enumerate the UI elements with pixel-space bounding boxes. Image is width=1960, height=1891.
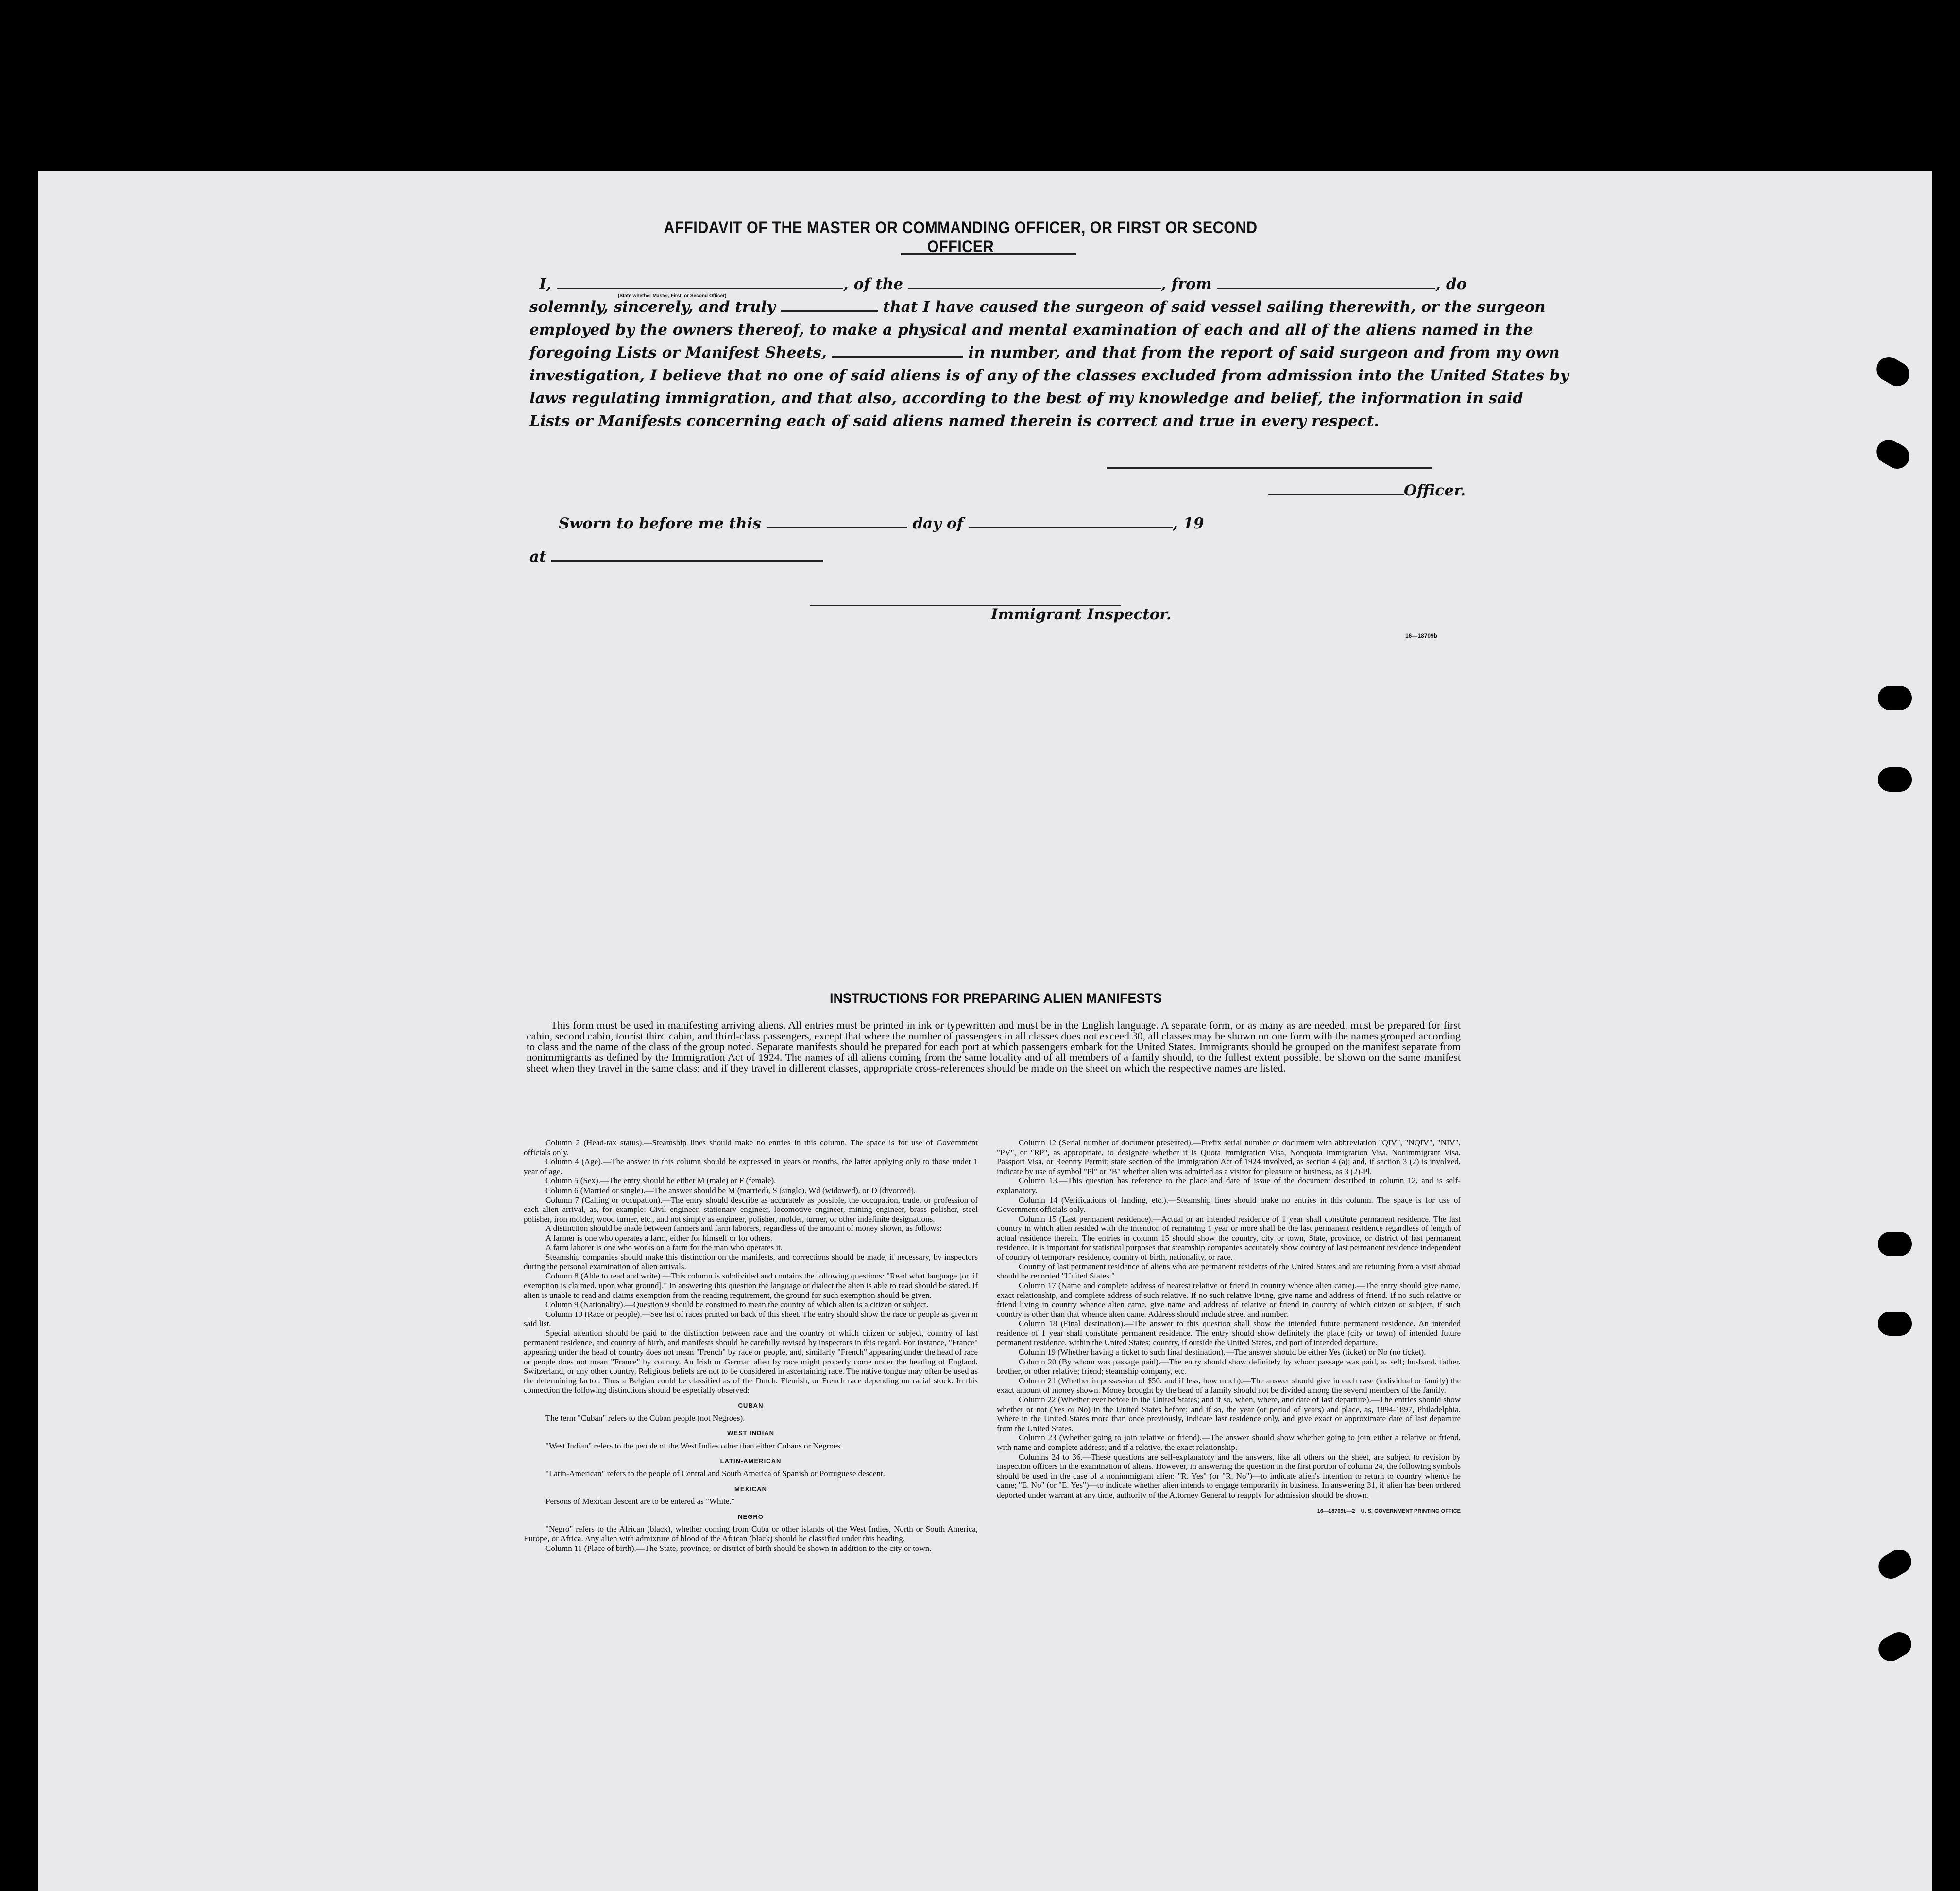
instruction-paragraph: Column 20 (By whom was passage paid).—The entry should show definitely by whom passage was paid, as self; husband, father, brother, or other relative; friend; steamship company, etc. (997, 1357, 1461, 1376)
punch-hole (1878, 1232, 1912, 1256)
instruction-paragraph: Column 21 (Whether in possession of $50, and if less, how much).—The answer should give in each case (individual or family) the exact amount of money shown. Money brought by the head of a family should not be divided among the several members of the family. (997, 1376, 1461, 1395)
instruction-paragraph: A farmer is one who operates a farm, either for himself or for others. (545, 1233, 772, 1243)
instruction-paragraph: A farm laborer is one who works on a farm for the man who operates it. (545, 1243, 783, 1252)
race-definition: Persons of Mexican descent are to be entered as "White." (545, 1497, 735, 1506)
instructions-right-column (997, 1138, 1461, 1516)
race-heading: MEXICAN (734, 1485, 767, 1493)
instruction-paragraph: Column 9 (Nationality).—Question 9 should be construed to mean the country of which alien is a citizen or subject. (545, 1300, 929, 1310)
oath-field[interactable] (781, 310, 878, 312)
officer-rank-field[interactable] (557, 288, 843, 289)
race-heading: LATIN-AMERICAN (720, 1457, 782, 1465)
instruction-paragraph: Column 15 (Last permanent residence).—Actual or an intended residence of 1 year shall constitute permanent residence. The last country in which alien resided with the intention of remaining 1 year or more shall be the last permanent residence regardless of length of actual residence therein. The entries in column 15 should show the country, city or town, State, province, or district of last permanent residence. It is important for statistical purposes that steamship companies accurately show country of last permanent residence independent of country of temporary residence, country of birth, nationality, or race. (997, 1214, 1461, 1262)
race-heading: WEST INDIAN (727, 1430, 774, 1437)
race-heading: CUBAN (738, 1402, 764, 1410)
instruction-paragraph: Column 23 (Whether going to join relative or friend).—The answer should show whether going to join either a relative or friend, with name and complete address; and if a relative, the exact relationship. (997, 1433, 1461, 1452)
at-line: at (529, 548, 823, 565)
race-heading: NEGRO (738, 1513, 764, 1520)
affidavit-line-3: employed by the owners thereof, to make a physical and mental examination of each and all of the aliens named in the (529, 321, 1533, 339)
instruction-paragraph: Column 10 (Race or people).—See list of races printed on back of this sheet. The entry should show the race or people as given in said list. (524, 1309, 978, 1329)
instruction-paragraph: A distinction should be made between farmers and farm laborers, regardless of the amount of money shown, as follows: (545, 1224, 942, 1233)
race-definition: The term "Cuban" refers to the Cuban people (not Negroes). (545, 1413, 745, 1423)
sworn-day-field[interactable] (767, 527, 907, 528)
punch-hole (1878, 767, 1912, 792)
rank-note: (State whether Master, First, or Second Officer) (618, 293, 727, 299)
do-label: , do (1435, 275, 1467, 293)
number-of-aliens-field[interactable] (832, 356, 963, 358)
instruction-paragraph: Steamship companies should make this distinction on the manifests, and corrections should be made, if necessary, by inspectors during the personal examination of alien arrivals. (524, 1252, 978, 1271)
instruction-paragraph: Column 8 (Able to read and write).—This column is subdivided and contains the following questions: "Read what language [or, if exemption is claimed, upon what ground]." In answering this question the language or dialect the alien is able to read should be stated. If alien is unable to read and claims exemption from the reading requirement, the ground for such exemption should be given. (524, 1271, 978, 1300)
affidavit-i: I, (539, 275, 552, 293)
instruction-paragraph: Column 6 (Married or single).—The answer should be M (married), S (single), Wd (widowed), or D (divorced). (545, 1185, 916, 1195)
affidavit-line-5: investigation, I believe that no one of said aliens is of any of the classes excluded from admission into the United States by (529, 367, 1569, 384)
sworn-month-field[interactable] (969, 527, 1173, 528)
instruction-paragraph: Column 4 (Age).—The answer in this column should be expressed in years or months, the latter applying only to those under 1 year of age. (524, 1157, 978, 1176)
instruction-paragraph: Column 17 (Name and complete address of nearest relative or friend in country whence alien came).—The entry should give name, exact relationship, and complete address of such relative. If no such relative living, give name and address of friend. If no such relative or friend living in country whence alien came, give name and address of relative or friend in country of which citizen or subject, if such country is other than that whence alien came. Address should include street and number. (997, 1280, 1461, 1319)
form-number: 16—18709b (1405, 632, 1438, 639)
instruction-paragraph: Columns 24 to 36.—These questions are self-explanatory and the answers, like all others on the sheet, are subject to revision by inspection officers in the examination of aliens. However, in answering the question in the first portion of column 24, the following symbols should be used in the case of a nonimmigrant alien: "R. Yes" (or "R. No")—to indicate alien's intention to return to country whence he came; "E. No" (or "E. Yes")—to indicate whether alien intends to engage temporarily in business. In answering 31, if alien has been ordered deported under warrant at any time, authority of the Attorney General to reapply for admission should be shown. (997, 1452, 1461, 1499)
instructions-title: INSTRUCTIONS FOR PREPARING ALIEN MANIFESTS (829, 991, 1162, 1005)
sworn-line: Sworn to before me this day of , 19 (559, 515, 1204, 532)
inspector-label: Immigrant Inspector. (991, 606, 1172, 623)
affidavit-line-2: solemnly, sincerely, and truly that I have caused the surgeon of said vessel sailing therewith, or the surgeon (529, 298, 1546, 316)
instructions-intro: This form must be used in manifesting arriving aliens. All entries must be printed in ink or typewritten and must be in the English language. A separate form, or as many as are needed, must be prepared for first cabin, second cabin, tourist third cabin, and third-class passengers, except that where the number of passengers in all classes does not exceed 30, all classes may be shown on one form with the names grouped according to class and the name of the class of the group noted. Separate manifests should be prepared for each port at which passengers embark for the United States. Immigrants should be grouped on the manifest separate from nonimmigrants as defined by the Immigration Act of 1924. The names of all aliens coming from the same locality and of all members of a family should, to the fullest extent possible, be shown on the same manifest sheet when they travel in the same class; and if they travel in different classes, appropriate cross-references should be made on the sheet on which the respective names are listed. (527, 1019, 1461, 1074)
affidavit-line-7: Lists or Manifests concerning each of said aliens named therein is correct and true in every respect. (529, 412, 1379, 430)
race-definition: "Negro" refers to the African (black), whether coming from Cuba or other islands of the West Indies, North or South America, Europe, or Africa. Any alien with admixture of blood of the African (black) should be classified under this heading. (524, 1524, 978, 1543)
instruction-paragraph: Column 22 (Whether ever before in the United States; and if so, when, where, and date of last departure).—The entries should show whether or not (Yes or No) in the United States before; and if so, the year (or period of years) and place, as, 1894-1897, Philadelphia. Where in the United States more than once previously, indicate last residence only, and give exact or approximate date of last departure from the United States. (997, 1395, 1461, 1433)
title-divider (901, 253, 1076, 255)
officer-signature-field[interactable] (1268, 494, 1404, 495)
instruction-paragraph: Column 12 (Serial number of document presented).—Prefix serial number of document with abbreviation "QIV", "NQIV", "NIV", "PV", or "RP", as appropriate, to designate whether it is Quota Immigration Visa, Nonquota Immigration Visa, Nonimmigrant Visa, Passport Visa, or Reentry Permit; state section of the Immigration Act of 1924 involved, as section 4 (a); and, if section 3 (2) is involved, indicate by use of symbol "Pl" or "B" whether alien was admitted as a visitor for pleasure or business, as 3 (2)-Pl. (997, 1138, 1461, 1176)
affidavit-line-1 (529, 273, 1467, 296)
instruction-paragraph: Column 13.—This question has reference to the place and date of issue of the document described in column 12, and is self-explanatory. (997, 1176, 1461, 1195)
from-label: , from (1160, 275, 1212, 293)
instruction-paragraph: Column 18 (Final destination).—The answer to this question shall show the intended future permanent residence. An intended residence of 1 year shall constitute permanent residence. The entry should show definitely the place (city or town) of intended future permanent residence, within the United States; country, if outside the United States, and port of intended departure. (997, 1319, 1461, 1347)
of-the-label: , of the (843, 275, 903, 293)
instruction-paragraph: Column 14 (Verifications of landing, etc.).—Steamship lines should make no entries in this column. The space is for use of Government officials only. (997, 1195, 1461, 1214)
race-definition: "Latin-American" refers to the people of Central and South America of Spanish or Portuguese descent. (545, 1469, 885, 1478)
instructions-left-column (524, 1138, 978, 1553)
sworn-place-field[interactable] (551, 560, 823, 562)
instruction-paragraph: Column 19 (Whether having a ticket to such final destination).—The answer should be either Yes (ticket) or No (no ticket). (1019, 1347, 1426, 1357)
instruction-paragraph: Special attention should be paid to the distinction between race and the country of which citizen or subject, country of last permanent residence, and country of birth, and manifests should be carefully revised by inspectors in this regard. For instance, "France" appearing under the head of country does not mean "French" by race or people, and, similarly "French" appearing under the head of race or people does not mean "France" by country. An Irish or German alien by race might properly come under the heading of England, Switzerland, or any other country. Religious beliefs are not to be considered in ascertaining race. The native tongue may often be used as the determining factor. Thus a Belgian could be classified as of the Dutch, Flemish, or French race depending on racial stock. In this connection the following distinctions should be especially observed: (524, 1328, 978, 1395)
race-definition: "West Indian" refers to the people of the West Indies other than either Cubans or Negroes. (545, 1441, 843, 1450)
port-field[interactable] (1217, 288, 1435, 289)
punch-hole (1878, 686, 1912, 710)
signature-line[interactable] (1107, 467, 1432, 469)
punch-hole (1878, 1312, 1912, 1336)
instruction-paragraph: Column 5 (Sex).—The entry should be either M (male) or F (female). (545, 1176, 776, 1186)
vessel-name-field[interactable] (908, 288, 1161, 289)
affidavit-line-4: foregoing Lists or Manifest Sheets, in number, and that from the report of said surgeon and from my own (529, 344, 1560, 361)
affidavit-title: AFFIDAVIT OF THE MASTER OR COMMANDING OFFICER, OR FIRST OR SECOND OFFICER (664, 219, 1258, 256)
instruction-paragraph: Column 7 (Calling or occupation).—The entry should describe as accurately as possible, the occupation, trade, or profession of each alien arrival, as, for example: Civil engineer, stationary engineer, locomotive engineer, mining engineer, brass polisher, steel polisher, iron molder, wood turner, etc., and not simply as engineer, polisher, molder, turner, or other indefinite designations. (524, 1195, 978, 1224)
instruction-paragraph: Column 11 (Place of birth).—The State, province, or district of birth should be shown in addition to the city or town. (545, 1543, 932, 1553)
instruction-paragraph: Country of last permanent residence of aliens who are permanent residents of the United States and are returning from a visit abroad should be recorded "United States." (997, 1261, 1461, 1281)
officer-signature: Officer. (1268, 482, 1466, 499)
printing-office-footer: 16—18709b—2 U. S. GOVERNMENT PRINTING OFFICE (1317, 1508, 1461, 1514)
instruction-paragraph: Column 2 (Head-tax status).—Steamship lines should make no entries in this column. The space is for use of Government officials only. (524, 1138, 978, 1157)
affidavit-line-6: laws regulating immigration, and that also, according to the best of my knowledge and belief, the information in said (529, 390, 1523, 407)
